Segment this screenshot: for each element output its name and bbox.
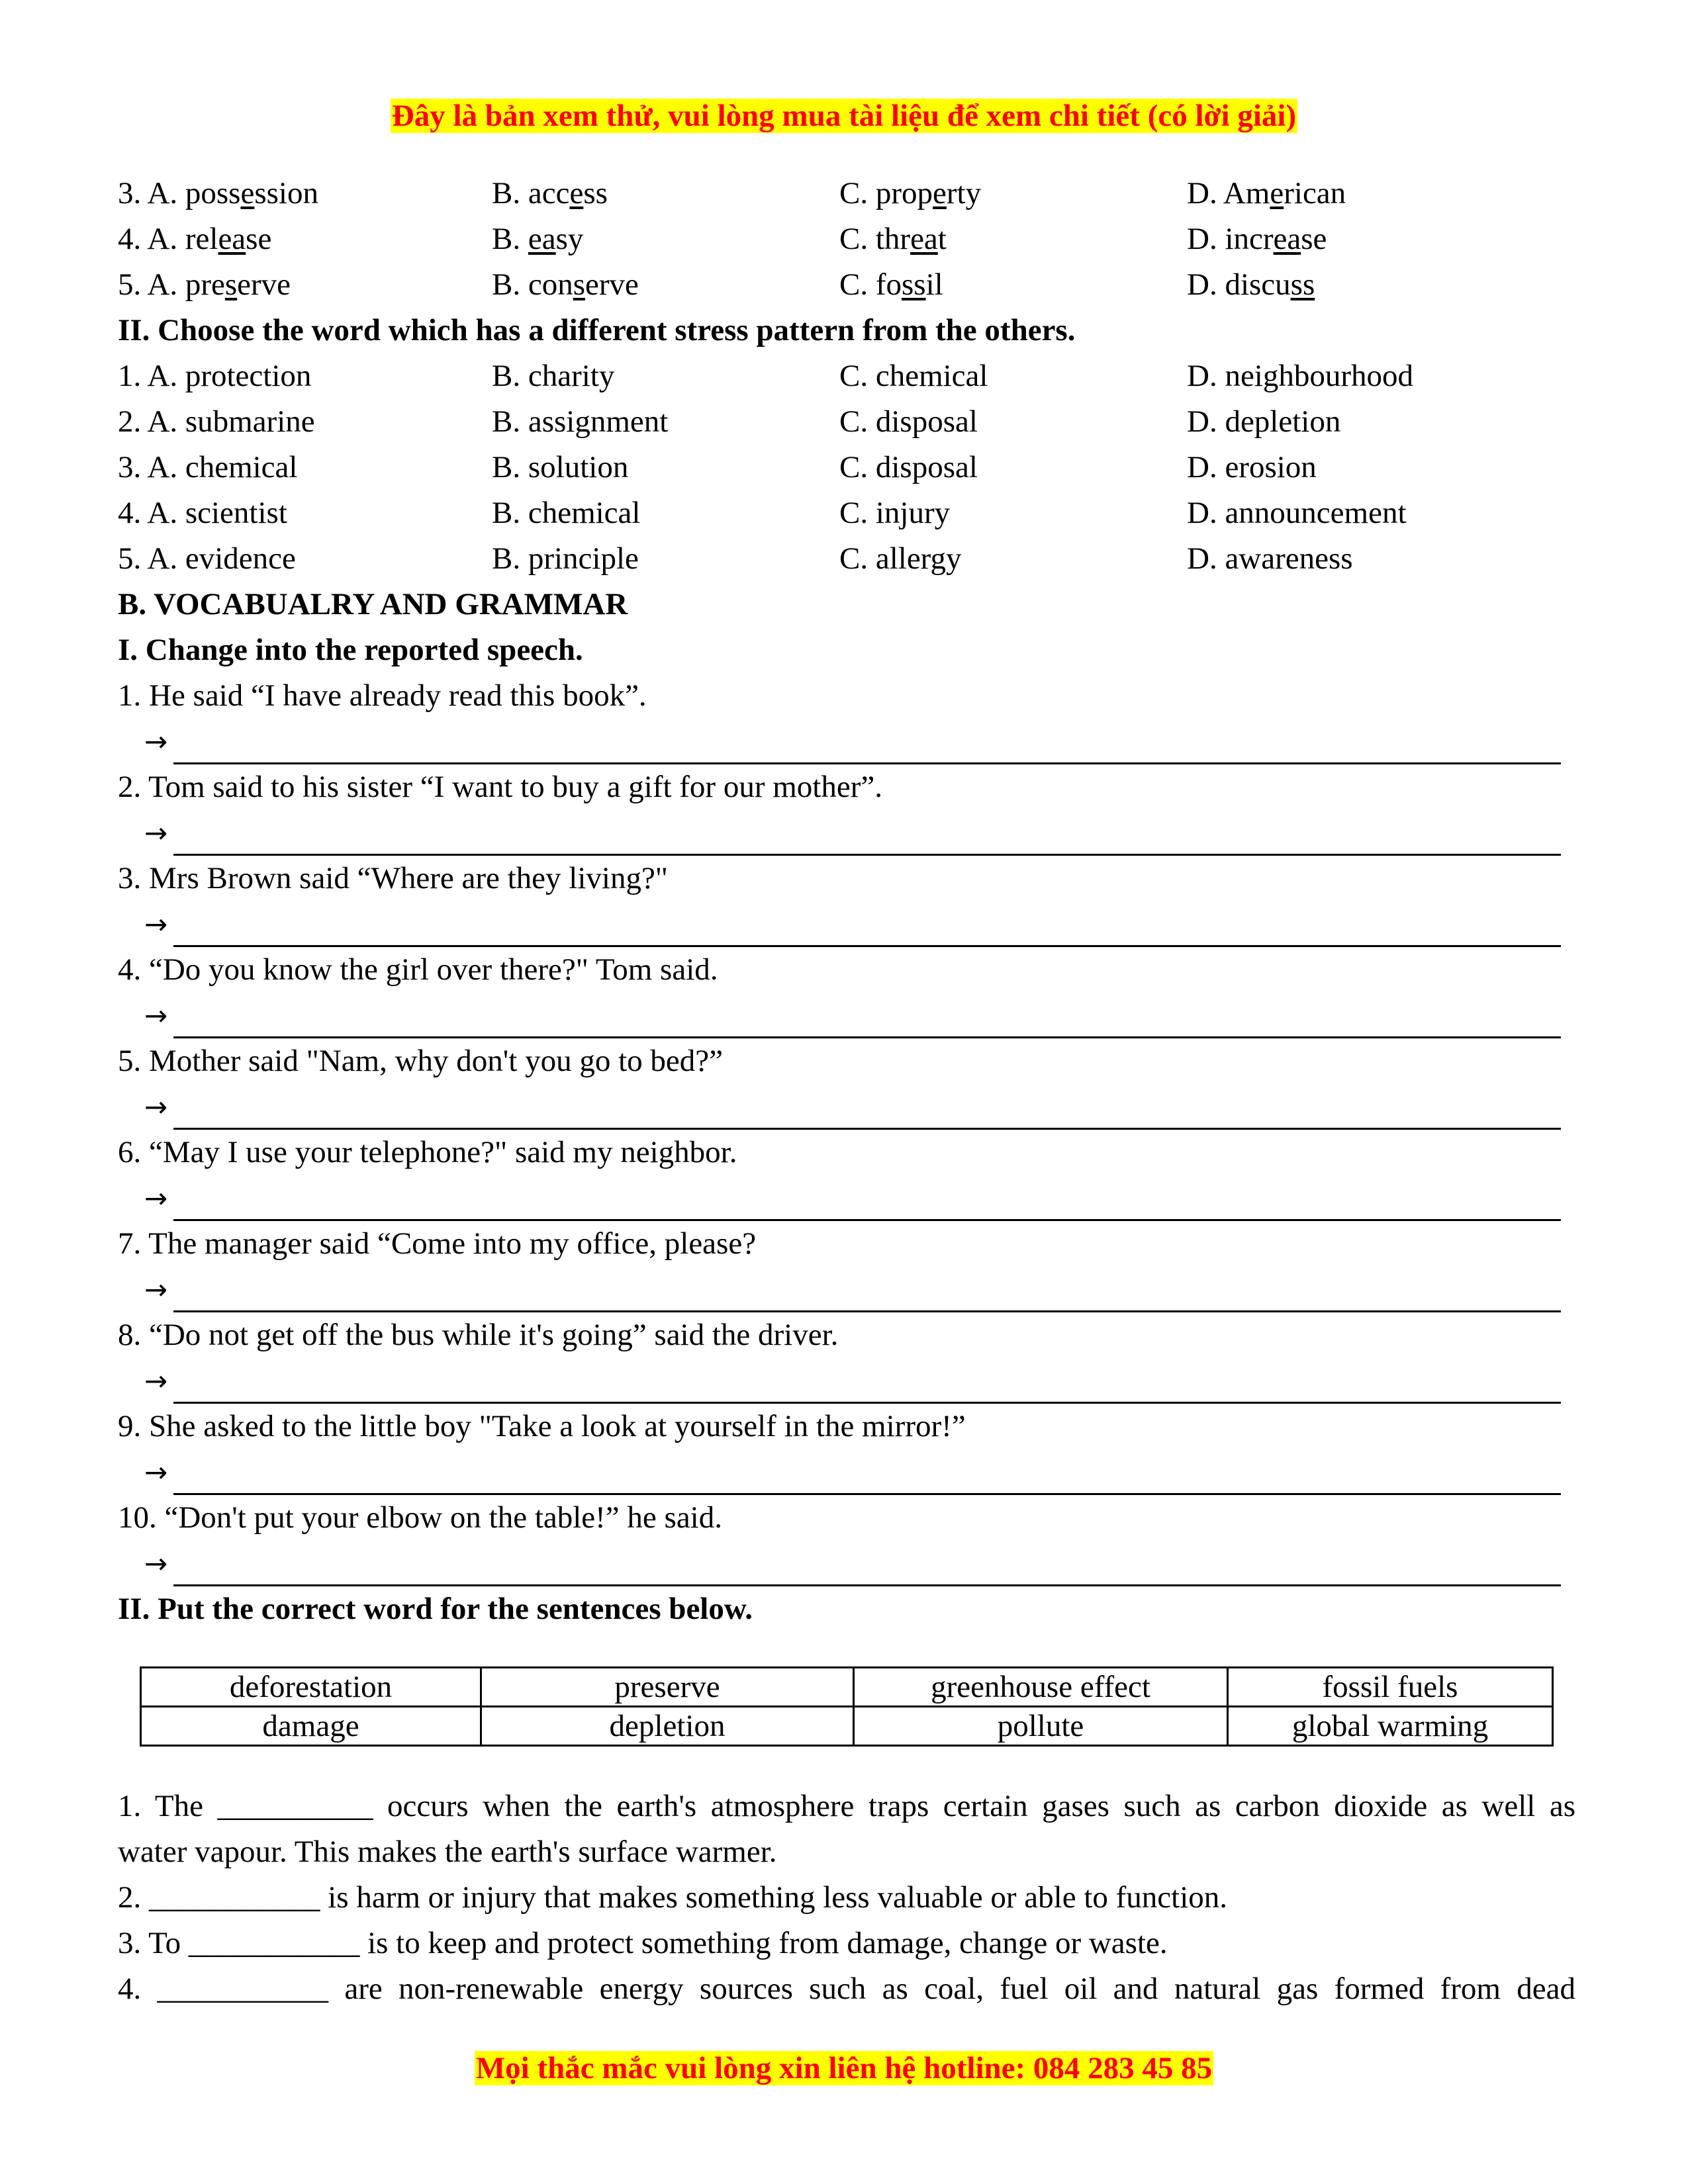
- arrow-icon: →: [144, 1182, 168, 1214]
- fill-question-4: 4. ___________ are non-renewable energy sources such as coal, fuel oil and natural gas formed from dead: [118, 1972, 1575, 2006]
- option-d: D. discuss: [1187, 267, 1315, 302]
- question-text: 6. “May I use your telephone?" said my neighbor.: [118, 1135, 737, 1169]
- fill-blank-list: [118, 1784, 1575, 2012]
- pronunciation-row: [118, 216, 1575, 262]
- option-a: 3. A. possession: [118, 176, 318, 210]
- option-b: B. access: [492, 176, 608, 210]
- question-text: 1. He said “I have already read this book”.: [118, 678, 647, 713]
- table-row: [141, 1668, 1553, 1707]
- table-cell: preserve: [481, 1668, 854, 1707]
- option-d: D. American: [1187, 176, 1346, 210]
- stress-row: [118, 353, 1575, 399]
- worksheet-page: [118, 93, 1575, 2012]
- stress-row: [118, 490, 1575, 536]
- option-c: C. injury: [839, 496, 951, 530]
- answer-line[interactable]: [118, 1449, 1575, 1495]
- question-text: 8. “Do not get off the bus while it's going” said the driver.: [118, 1318, 839, 1352]
- option-a: 2. A. submarine: [118, 404, 315, 439]
- word-bank-table: [140, 1666, 1554, 1747]
- option-d: D. erosion: [1187, 450, 1317, 484]
- answer-line[interactable]: [118, 719, 1575, 764]
- arrow-icon: →: [144, 1273, 168, 1306]
- answer-rule[interactable]: [173, 1185, 1561, 1221]
- option-b: B. principle: [492, 541, 639, 576]
- question-text: 9. She asked to the little boy "Take a look at yourself in the mirror!”: [118, 1409, 966, 1443]
- section-b-heading: B. VOCABUALRY AND GRAMMAR: [118, 587, 628, 621]
- option-b: B. assignment: [492, 404, 669, 439]
- table-cell: depletion: [481, 1707, 854, 1746]
- option-b: B. solution: [492, 450, 629, 484]
- option-c: C. fossil: [839, 267, 943, 302]
- table-cell: deforestation: [141, 1668, 481, 1707]
- table-cell: greenhouse effect: [854, 1668, 1228, 1707]
- question-text: 2. Tom said to his sister “I want to buy a gift for our mother”.: [118, 770, 882, 804]
- answer-rule[interactable]: [173, 1002, 1561, 1038]
- option-a: 1. A. protection: [118, 359, 312, 393]
- option-c: C. property: [839, 176, 982, 210]
- answer-rule[interactable]: [173, 819, 1561, 856]
- option-a: 5. A. evidence: [118, 541, 296, 576]
- answer-line[interactable]: [118, 1541, 1575, 1586]
- arrow-icon: →: [144, 999, 168, 1032]
- answer-rule[interactable]: [173, 1459, 1561, 1495]
- arrow-icon: →: [144, 908, 168, 940]
- reported-speech-list: [118, 673, 1575, 1586]
- question-text: 4. “Do you know the girl over there?" Tom said.: [118, 952, 718, 987]
- table-cell: global warming: [1228, 1707, 1553, 1746]
- arrow-icon: →: [144, 1091, 168, 1123]
- hotline-banner-text: Mọi thắc mắc vui lòng xin liên hệ hotline: 084 283 45 85: [475, 2051, 1213, 2085]
- answer-line[interactable]: [118, 901, 1575, 947]
- option-c: C. disposal: [839, 450, 978, 484]
- option-c: C. disposal: [839, 404, 978, 439]
- answer-line[interactable]: [118, 993, 1575, 1038]
- table-cell: pollute: [854, 1707, 1228, 1746]
- option-c: C. allergy: [839, 541, 962, 576]
- question-text: 5. Mother said "Nam, why don't you go to bed?”: [118, 1044, 723, 1078]
- answer-rule[interactable]: [173, 1093, 1561, 1130]
- option-d: D. awareness: [1187, 541, 1353, 576]
- arrow-icon: →: [144, 1365, 168, 1397]
- question-text: 7. The manager said “Come into my office, please?: [118, 1226, 757, 1261]
- reported-speech-heading: I. Change into the reported speech.: [118, 633, 583, 667]
- answer-rule[interactable]: [173, 728, 1561, 764]
- stress-heading: II. Choose the word which has a different stress pattern from the others.: [118, 313, 1076, 347]
- preview-banner-text: Đây là bản xem thử, vui lòng mua tài liệu để xem chi tiết (có lời giải): [391, 99, 1297, 133]
- table-cell: fossil fuels: [1228, 1668, 1553, 1707]
- answer-rule[interactable]: [173, 911, 1561, 947]
- answer-rule[interactable]: [173, 1276, 1561, 1312]
- option-c: C. threat: [839, 222, 947, 256]
- option-d: D. increase: [1187, 222, 1327, 256]
- answer-line[interactable]: [118, 1267, 1575, 1312]
- fill-question-1: 1. The __________ occurs when the earth's atmosphere traps certain gases such as carbon dioxide as well as: [118, 1789, 1575, 1823]
- stress-row: [118, 399, 1575, 445]
- option-a: 4. A. scientist: [118, 496, 287, 530]
- hotline-banner: [0, 2050, 1688, 2086]
- question-text: 10. “Don't put your elbow on the table!” he said.: [118, 1500, 722, 1535]
- stress-row: [118, 536, 1575, 582]
- answer-line[interactable]: [118, 810, 1575, 856]
- stress-section: [118, 353, 1575, 582]
- option-b: B. charity: [492, 359, 615, 393]
- stress-row: [118, 445, 1575, 490]
- option-d: D. depletion: [1187, 404, 1341, 439]
- option-a: 3. A. chemical: [118, 450, 298, 484]
- word-fill-heading: II. Put the correct word for the sentences below.: [118, 1592, 753, 1626]
- option-d: D. announcement: [1187, 496, 1407, 530]
- answer-rule[interactable]: [173, 1550, 1561, 1586]
- answer-line[interactable]: [118, 1358, 1575, 1404]
- fill-question-2: 2. ___________ is harm or injury that makes something less valuable or able to function.: [118, 1880, 1228, 1915]
- option-b: B. conserve: [492, 267, 639, 302]
- question-text: 3. Mrs Brown said “Where are they living?": [118, 861, 668, 895]
- pronunciation-section: [118, 171, 1575, 308]
- pronunciation-row: [118, 171, 1575, 216]
- table-row: [141, 1707, 1553, 1746]
- option-c: C. chemical: [839, 359, 988, 393]
- option-b: B. chemical: [492, 496, 641, 530]
- option-a: 4. A. release: [118, 222, 272, 256]
- answer-line[interactable]: [118, 1175, 1575, 1221]
- fill-question-1-cont: water vapour. This makes the earth's surface warmer.: [118, 1835, 777, 1869]
- option-b: B. easy: [492, 222, 584, 256]
- option-d: D. neighbourhood: [1187, 359, 1414, 393]
- option-a: 5. A. preserve: [118, 267, 291, 302]
- fill-question-3: 3. To ___________ is to keep and protect something from damage, change or waste.: [118, 1926, 1168, 1960]
- pronunciation-row: [118, 262, 1575, 308]
- table-cell: damage: [141, 1707, 481, 1746]
- arrow-icon: →: [144, 725, 168, 758]
- arrow-icon: →: [144, 817, 168, 849]
- answer-rule[interactable]: [173, 1367, 1561, 1404]
- answer-line[interactable]: [118, 1084, 1575, 1130]
- arrow-icon: →: [144, 1456, 168, 1488]
- arrow-icon: →: [144, 1547, 168, 1580]
